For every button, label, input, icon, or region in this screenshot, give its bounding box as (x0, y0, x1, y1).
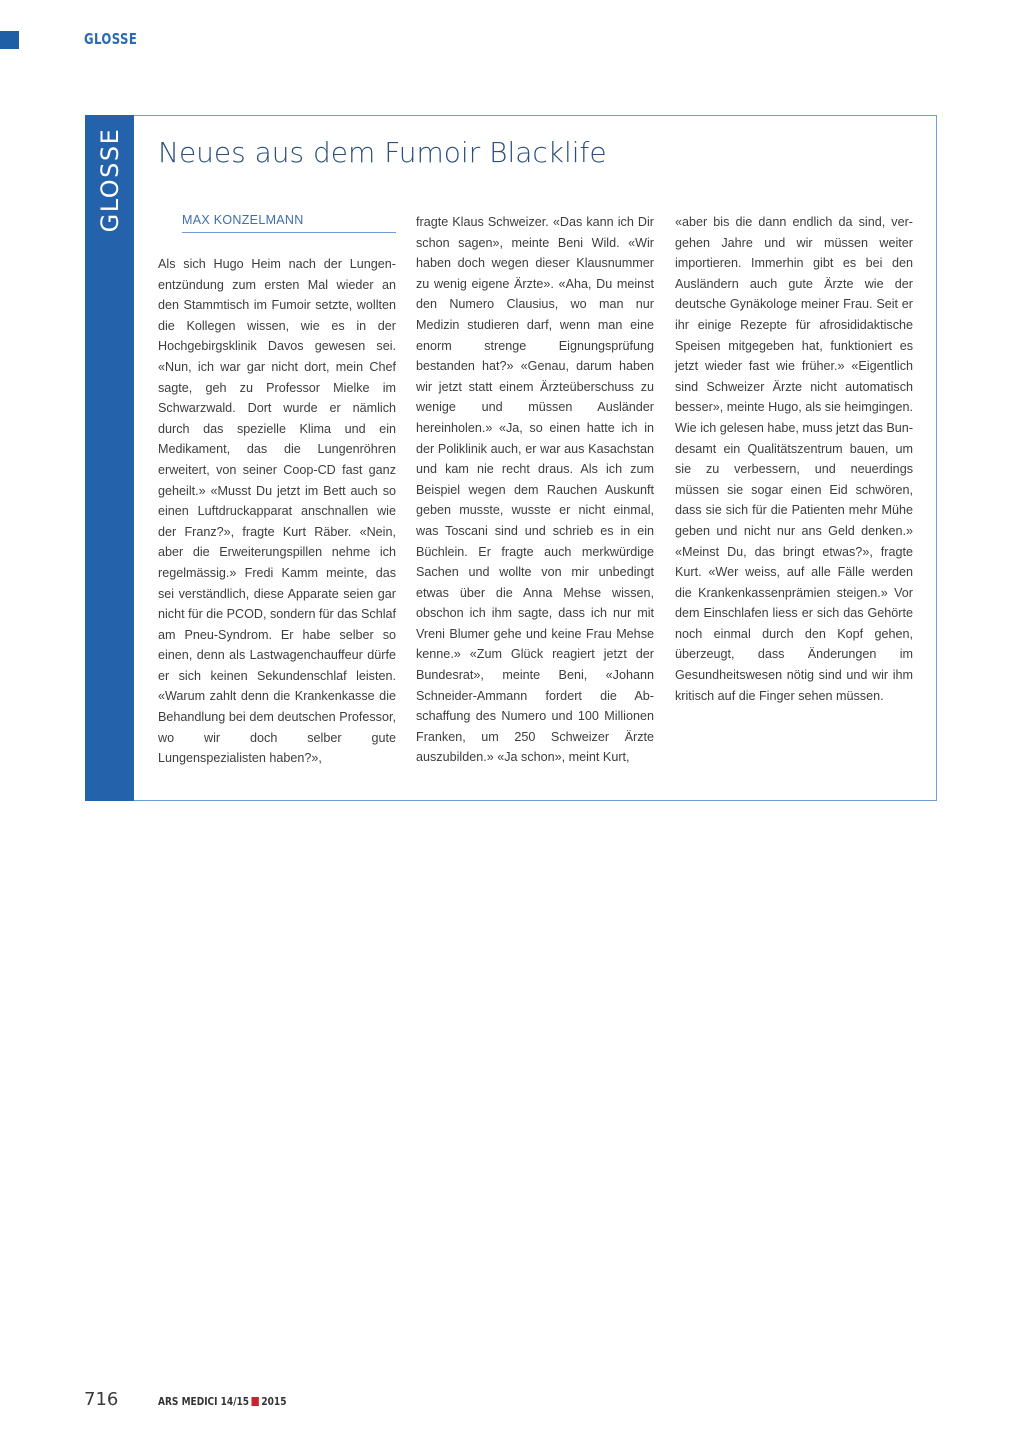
section-label: GLOSSE (84, 30, 138, 48)
article-column-3: «aber bis die dann endlich da sind, vergehen Jahre und wir müssen weiter importieren. Immerhin gibt es bei den Ausländern auch gute Ärzte wie der deutsche Gynäkologe meiner Frau. Seit er ihr einige Rezepte für afrosididaktische Speisen mitgegeben hat, funktioniert es jetzt wieder fast wie früher.» «Eigentlich sind Schweizer Ärzte nicht automatisch besser», meinte Hugo, als sie heimgingen. Wie ich gelesen habe, muss jetzt das Bundesamt ein Qualitätszentrum bauen, um sie zu verbessern, und neuerdings müssen sie sogar einen Eid schwören, dass sie sich für die Patienten mehr Mühe geben und nicht nur ans Geld denken.» «Meinst Du, das bringt etwas?», fragte Kurt. «Wer weiss, auf alle Fälle werden die Krankenkassenprämien steigen.» Vor dem Einschlafen liess er sich das Gehörte noch einmal durch den Kopf gehen, überzeugt, dass Änderungen im Gesundheitswesen nötig sind und wir ihm kritisch auf die Finger sehen müssen. (675, 215, 914, 703)
journal-year: 2015 (261, 1395, 287, 1408)
journal-footer (158, 1395, 286, 1408)
section-marker (0, 31, 19, 49)
article-column-2: fragte Klaus Schweizer. «Das kann ich Dir schon sagen», meinte Beni Wild. «Wir haben doch wegen dieser Klausnummer zu wenig eigene Ärzte». «Aha, Du meinst den Numero Clausius, wo man nur Medizin studieren darf, wenn man eine enorm strenge Eignungsprüfung bestanden hat?» «Genau, darum haben wir jetzt statt einem Ärzteüberschuss zu wenige und müssen Ausländer hereinholen.» «Ja, so einen hatte ich in der Poliklinik auch, er war aus Kasachstan und kam nie recht draus. Als ich zum Beispiel wegen dem Rauchen Auskunft geben musste, wusste er nicht einmal, was Toscani sind und schrieb es in ein Büchlein. Er fragte auch merkwürdige Sachen und wollte von mir unbedingt etwas über die Anna Mehse wissen, obschon ich ihm sagte, dass ich nur mit Vreni Blumer gehe und keine Frau Mehse kenne.» «Zum Glück reagiert jetzt der Bundesrat», meinte Beni, «Johann Schneider-Ammann fordert die Abschaffung des Numero und 100 Millionen Franken, um 250 Schweizer Ärzte auszubilden.» «Ja schon», meint Kurt, (416, 215, 654, 765)
journal-name: ARS MEDICI 14/15 (158, 1395, 250, 1408)
page-number: 716 (84, 1389, 119, 1410)
sidebar-label: GLOSSE (96, 127, 124, 233)
article-column-1: Als sich Hugo Heim nach der Lungenentzündung zum ersten Mal wieder an den Stammtisch im Fumoir setzte, wollten die Kollegen wissen, wie es in der Hochgebirgsklinik Davos gewesen sei. «Nun, ich war gar nicht dort, mein Chef sagte, geh zu Professor Mielke im Schwarzwald. Dort wurde er nämlich durch das spezielle Klima und ein Medikament, das die Lungenröhren erweitert, von seiner Coop-CD fast ganz geheilt.» «Musst Du jetzt im Bett auch so einen Luftdruckapparat anschnallen wie der Franz?», fragte Kurt Räber. «Nein, aber die Erweiterungspillen nehme ich regelmässig.» Fredi Kamm meinte, das sei verständlich, diese Apparate seien gar nicht für die PCOD, sondern für das Schlaf am Pneu-Syndrom. Er habe selber so einen, denn als Lastwagenchauffeur dürfe er sich keinen Sekundenschlaf leisten. «Warum zahlt denn die Krankenkasse die Behandlung bei dem deutschen Professor, wo wir doch selber gute Lungenspezialisten haben?», (158, 257, 396, 766)
article-title: Neues aus dem Fumoir Blacklife (158, 136, 607, 169)
article-author: MAX KONZELMANN (182, 213, 396, 233)
footer-square-icon (252, 1397, 259, 1406)
